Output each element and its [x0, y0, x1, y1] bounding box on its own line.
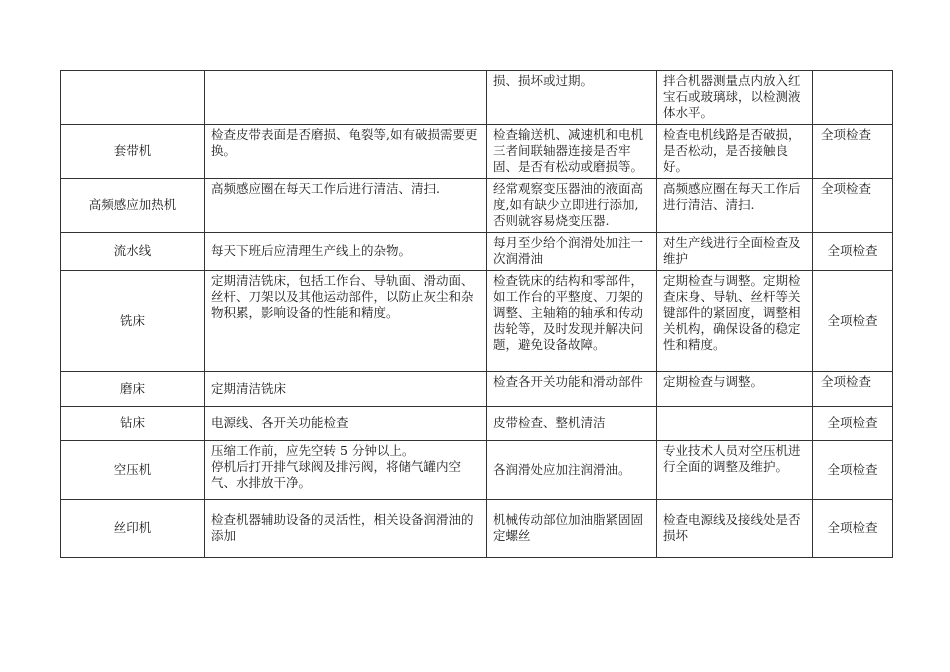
table-row [61, 125, 893, 179]
inspection-item: 检查各开关功能和滑动部件 [487, 372, 657, 407]
equipment-name: 铣床 [61, 271, 205, 372]
maintenance-table [60, 70, 893, 558]
check-scope: 全项检查 [813, 441, 893, 500]
daily-maintenance [205, 71, 487, 125]
inspection-item: 检查铣床的结构和零部件，如工作台的平整度、刀架的调整、主轴箱的轴承和传动齿轮等，及时发现并解决问题，避免设备故障。 [487, 271, 657, 372]
daily-maintenance: 高频感应圈在每天工作后进行清洁、清扫. [205, 179, 487, 233]
periodic-maintenance: 检查电机线路是否破损，是否松动，是否接触良好。 [657, 125, 813, 179]
check-scope [813, 71, 893, 125]
check-scope: 全项检查 [813, 179, 893, 233]
equipment-name: 丝印机 [61, 500, 205, 558]
equipment-name: 套带机 [61, 125, 205, 179]
inspection-item: 机械传动部位加油脂紧固固定螺丝 [487, 500, 657, 558]
inspection-item: 每月至少给个润滑处加注一次润滑油 [487, 233, 657, 271]
periodic-maintenance [657, 407, 813, 441]
periodic-maintenance: 对生产线进行全面检查及维护 [657, 233, 813, 271]
daily-maintenance: 每天下班后应清理生产线上的杂物。 [205, 233, 487, 271]
table-row [61, 500, 893, 558]
check-scope: 全项检查 [813, 125, 893, 179]
equipment-name: 钻床 [61, 407, 205, 441]
daily-maintenance: 定期清洁铣床 [205, 372, 487, 407]
periodic-maintenance: 检查电源线及接线处是否损坏 [657, 500, 813, 558]
inspection-item: 皮带检查、整机清洁 [487, 407, 657, 441]
check-scope: 全项检查 [813, 372, 893, 407]
periodic-maintenance: 定期检查与调整。定期检查床身、导轨、丝杆等关键部件的紧固度，调整相关机构，确保设备的稳定性和精度。 [657, 271, 813, 372]
check-scope: 全项检查 [813, 271, 893, 372]
daily-maintenance-line: 压缩工作前，应先空转 5 分钟以上。 [211, 443, 415, 458]
daily-maintenance: 检查皮带表面是否磨损、龟裂等,如有破损需要更换。 [205, 125, 487, 179]
check-scope: 全项检查 [813, 500, 893, 558]
daily-maintenance: 定期清洁铣床，包括工作台、导轨面、滑动面、丝杆、刀架以及其他运动部件，以防止灰尘和杂物积累，影响设备的性能和精度。 [205, 271, 487, 372]
periodic-maintenance: 拌合机器测量点内放入红宝石或玻璃球，以检测液体水平。 [657, 71, 813, 125]
periodic-maintenance: 专业技术人员对空压机进行全面的调整及维护。 [657, 441, 813, 500]
equipment-name: 流水线 [61, 233, 205, 271]
inspection-item: 检查输送机、减速机和电机三者间联轴器连接是否牢固、是否有松动或磨损等。 [487, 125, 657, 179]
daily-maintenance-line: 停机后打开排气球阀及排污阀，将储气罐内空气、水排放干净。 [211, 459, 462, 490]
periodic-maintenance: 高频感应圈在每天工作后进行清洁、清扫. [657, 179, 813, 233]
inspection-item: 损、损坏或过期。 [487, 71, 657, 125]
inspection-item: 各润滑处应加注润滑油。 [487, 441, 657, 500]
table-row [61, 271, 893, 372]
table-row [61, 233, 893, 271]
equipment-name: 空压机 [61, 441, 205, 500]
check-scope: 全项检查 [813, 233, 893, 271]
table-row [61, 372, 893, 407]
equipment-name [61, 71, 205, 125]
daily-maintenance [205, 441, 487, 500]
daily-maintenance: 检查机器辅助设备的灵活性，相关设备润滑油的添加 [205, 500, 487, 558]
table-row [61, 407, 893, 441]
table-row [61, 441, 893, 500]
daily-maintenance: 电源线、各开关功能检查 [205, 407, 487, 441]
inspection-item: 经常观察变压器油的液面高度,如有缺少立即进行添加,否则就容易烧变压器. [487, 179, 657, 233]
table-row [61, 71, 893, 125]
periodic-maintenance: 定期检查与调整。 [657, 372, 813, 407]
equipment-name: 高频感应加热机 [61, 179, 205, 233]
equipment-name: 磨床 [61, 372, 205, 407]
check-scope: 全项检查 [813, 407, 893, 441]
table-row [61, 179, 893, 233]
